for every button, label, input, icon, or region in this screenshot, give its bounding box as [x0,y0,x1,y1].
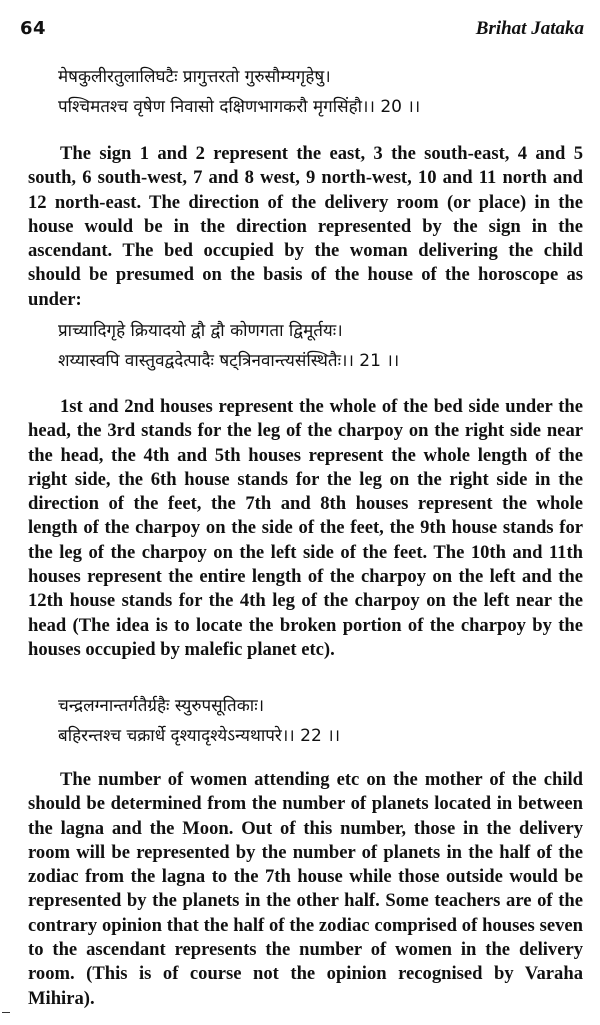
page-number: 64 [20,18,47,39]
sanskrit-verse-21 [58,316,578,376]
page-corner-mark [2,1012,10,1013]
running-title: Brihat Jataka [475,18,584,39]
verse-line: चन्द्रलग्नान्तर्गतैर्ग्रहैः स्युरुपसूतिकाः। [58,696,265,716]
commentary-paragraph: The number of women attending etc on the mother of the child should be determined from the number of planets located in between the lagna and the Moon. Out of this number, those in the delivery room will be represented by the number of planets in the half of the zodiac from the lagna to the 7th house while those outside would be represented by the planets in the other half. Some teachers are of the contrary opinion that the half of the zodiac comprised of houses seven to the ascendant represents the number of women in the delivery room. (This is of course not the opinion recognised by Varaha Mihira). [28,769,583,1009]
commentary-paragraph: 1st and 2nd houses represent the whole of the bed side under the head, the 3rd stands for the leg of the charpoy on the right side near the head, the 4th and 5th houses represent the whole length of the right side, the 6th house stands for the leg on the right side in the direction of the feet, the 7th and 8th houses represent the whole length of the charpoy on the side of the feet, the 9th house stands for the leg of the charpoy on the left side of the feet. The 10th and 11th houses represent the entire length of the charpoy on the left and the 12th house stands for the 4th leg of the charpoy on the left near the head (The idea is to locate the broken portion of the charpoy by the houses occupied by malefic planet etc). [28,396,583,660]
verse-line: प्राच्यादिगृहे क्रियादयो द्वौ द्वौ कोणगता द्विमूर्तयः। [58,321,343,341]
sanskrit-verse-20 [58,62,578,122]
verse-line: पश्चिमतश्च वृषेण निवासो दक्षिणभागकरौ मृगसिंहौ।। 20 ।। [58,97,421,117]
verse-line: बहिरन्तश्च चक्रार्धे दृश्यादृश्येऽन्यथापरे।। 22 ।। [58,726,341,746]
page-header [20,18,584,48]
verse-line: मेषकुलीरतुलालिघटैः प्रागुत्तरतो गुरुसौम्यगृहेषु। [58,67,331,87]
sanskrit-verse-22 [58,691,578,751]
commentary-paragraph: The sign 1 and 2 represent the east, 3 the south-east, 4 and 5 south, 6 south-west, 7 and 8 west, 9 north-west, 10 and 11 north and 12 north-east. The direction of the delivery room (or place) in the house would be in the direction represented by the sign in the ascendant. The bed occupied by the woman delivering the child should be presumed on the basis of the house of the horoscope as under: [28,143,583,310]
verse-line: शय्यास्वपि वास्तुवद्वदेत्पादैः षट्त्रिनवान्त्यसंस्थितैः।। 21 ।। [58,351,400,371]
